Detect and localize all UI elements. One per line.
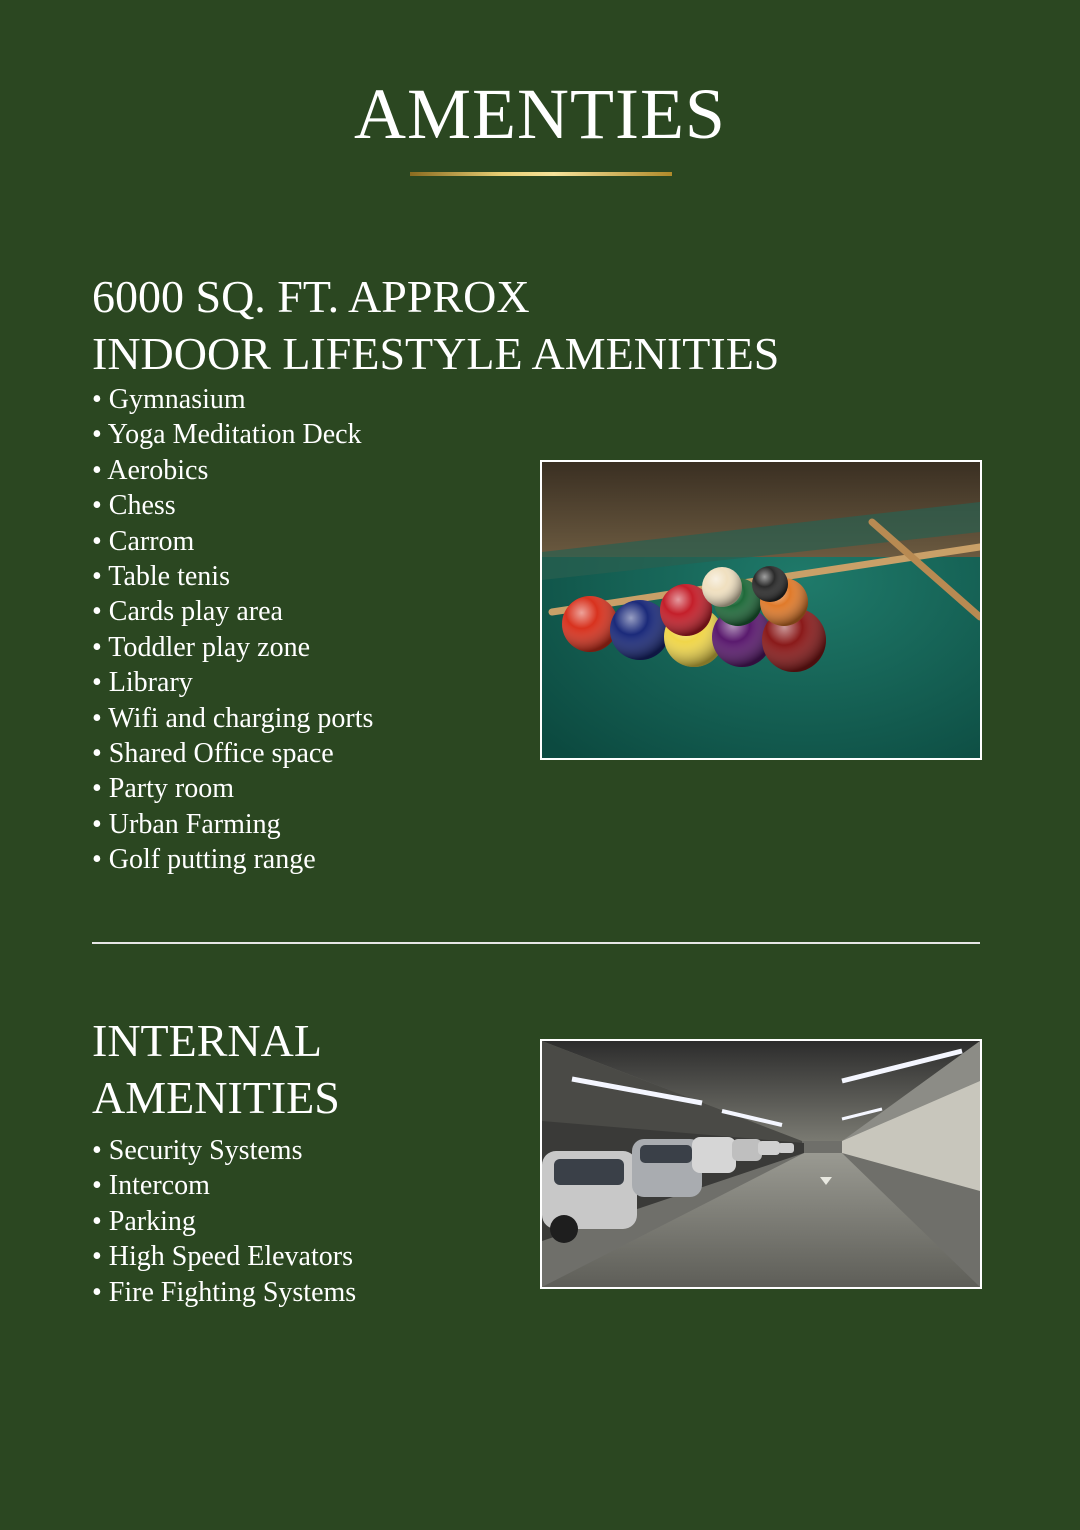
parking-photo [540, 1039, 982, 1289]
list-item: • Chess [92, 490, 176, 522]
parking-garage-image [542, 1041, 980, 1287]
indoor-heading-line1: 6000 SQ. FT. APPROX [92, 271, 530, 322]
list-item: • Parking [92, 1205, 196, 1237]
list-item: • Library [92, 667, 193, 699]
list-item: • Table tenis [92, 561, 230, 593]
indoor-amenities-list [92, 382, 373, 878]
list-item: • Toddler play zone [92, 631, 311, 663]
internal-section-heading [92, 1012, 340, 1126]
list-item: • Cards play area [92, 596, 283, 628]
list-item: • Party room [92, 773, 235, 805]
list-item: • Wifi and charging ports [92, 702, 374, 734]
list-item: • Shared Office space [92, 738, 334, 770]
title-gold-underline [410, 172, 672, 176]
internal-amenities-list [92, 1133, 356, 1310]
indoor-section-heading [92, 268, 779, 382]
list-item: • Aerobics [92, 454, 209, 486]
indoor-heading-line2: INDOOR LIFESTYLE AMENITIES [92, 328, 780, 379]
internal-heading-line2: AMENITIES [92, 1072, 340, 1123]
page-title: AMENTIES [354, 74, 726, 154]
list-item: • Urban Farming [92, 808, 281, 840]
section-divider [92, 942, 980, 944]
list-item: • Gymnasium [92, 384, 246, 415]
billiards-photo [540, 460, 982, 760]
list-item: • Intercom [92, 1170, 210, 1202]
list-item: • Yoga Meditation Deck [92, 419, 362, 451]
list-item: • High Speed Elevators [92, 1241, 353, 1273]
list-item: • Carrom [92, 525, 195, 557]
internal-heading-line1: INTERNAL [92, 1015, 322, 1066]
list-item: • Golf putting range [92, 844, 316, 876]
billiards-balls-image [542, 462, 980, 758]
list-item: • Security Systems [92, 1135, 303, 1166]
list-item: • Fire Fighting Systems [92, 1276, 357, 1308]
